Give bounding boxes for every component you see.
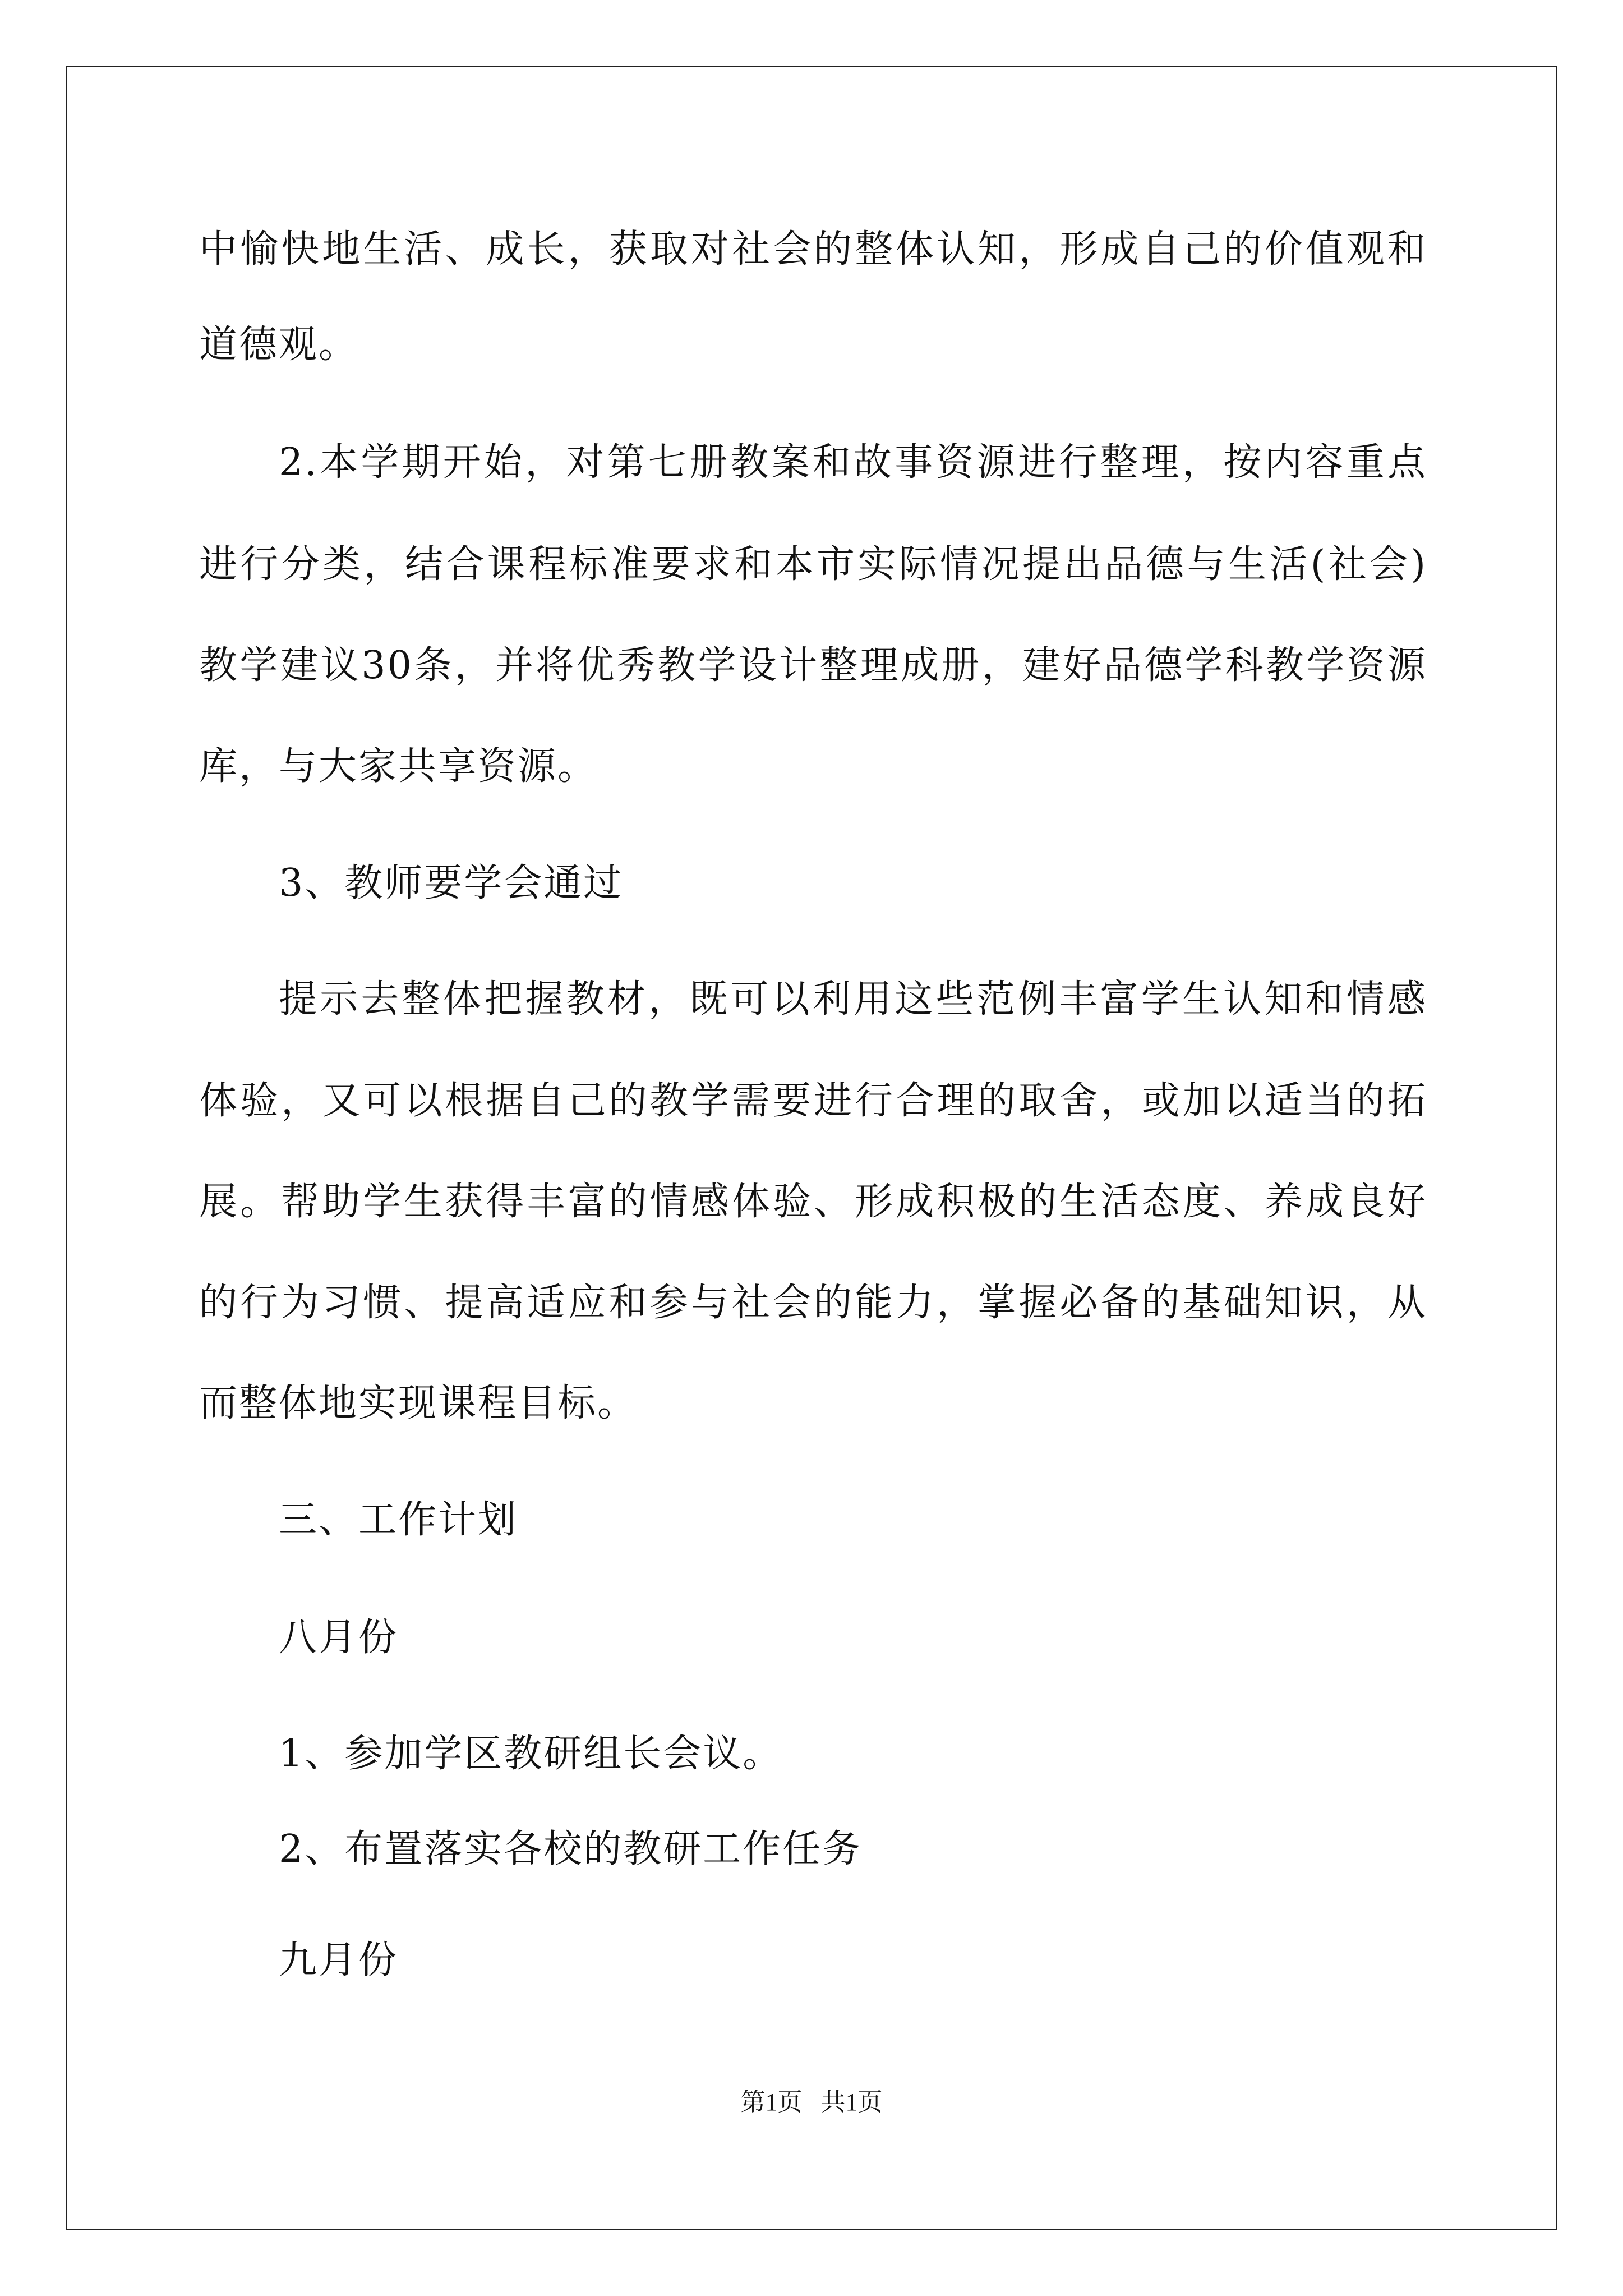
body-line: 展。帮助学生获得丰富的情感体验、形成积极的生活态度、养成良好 xyxy=(199,1180,1427,1224)
body-line: 道德观。 xyxy=(199,323,359,367)
month-heading: 八月份 xyxy=(279,1616,399,1660)
page-border xyxy=(66,66,1557,2230)
month-heading: 九月份 xyxy=(279,1938,399,1982)
body-line: 教学建议30条，并将优秀教学设计整理成册，建好品德学科教学资源 xyxy=(199,643,1427,688)
body-line: 库，与大家共享资源。 xyxy=(199,744,598,789)
body-line: 提示去整体把握教材，既可以利用这些范例丰富学生认知和情感 xyxy=(279,977,1427,1022)
body-line: 2.本学期开始，对第七册教案和故事资源进行整理，按内容重点 xyxy=(279,440,1427,485)
list-item: 2、布置落实各校的教研工作任务 xyxy=(279,1827,863,1871)
section-heading: 3、教师要学会通过 xyxy=(279,861,624,905)
body-line: 的行为习惯、提高适应和参与社会的能力，掌握必备的基础知识，从 xyxy=(199,1281,1427,1325)
body-line: 而整体地实现课程目标。 xyxy=(199,1381,638,1425)
body-line: 体验，又可以根据自己的教学需要进行合理的取舍，或加以适当的拓 xyxy=(199,1079,1427,1123)
body-line: 进行分类，结合课程标准要求和本市实际情况提出品德与生活(社会) xyxy=(199,542,1427,587)
list-item: 1、参加学区教研组长会议。 xyxy=(279,1732,783,1776)
body-line: 中愉快地生活、成长，获取对社会的整体认知，形成自己的价值观和 xyxy=(199,227,1427,272)
page-number: 第1页 共1页 xyxy=(740,2088,883,2116)
section-heading: 三、工作计划 xyxy=(279,1498,518,1542)
